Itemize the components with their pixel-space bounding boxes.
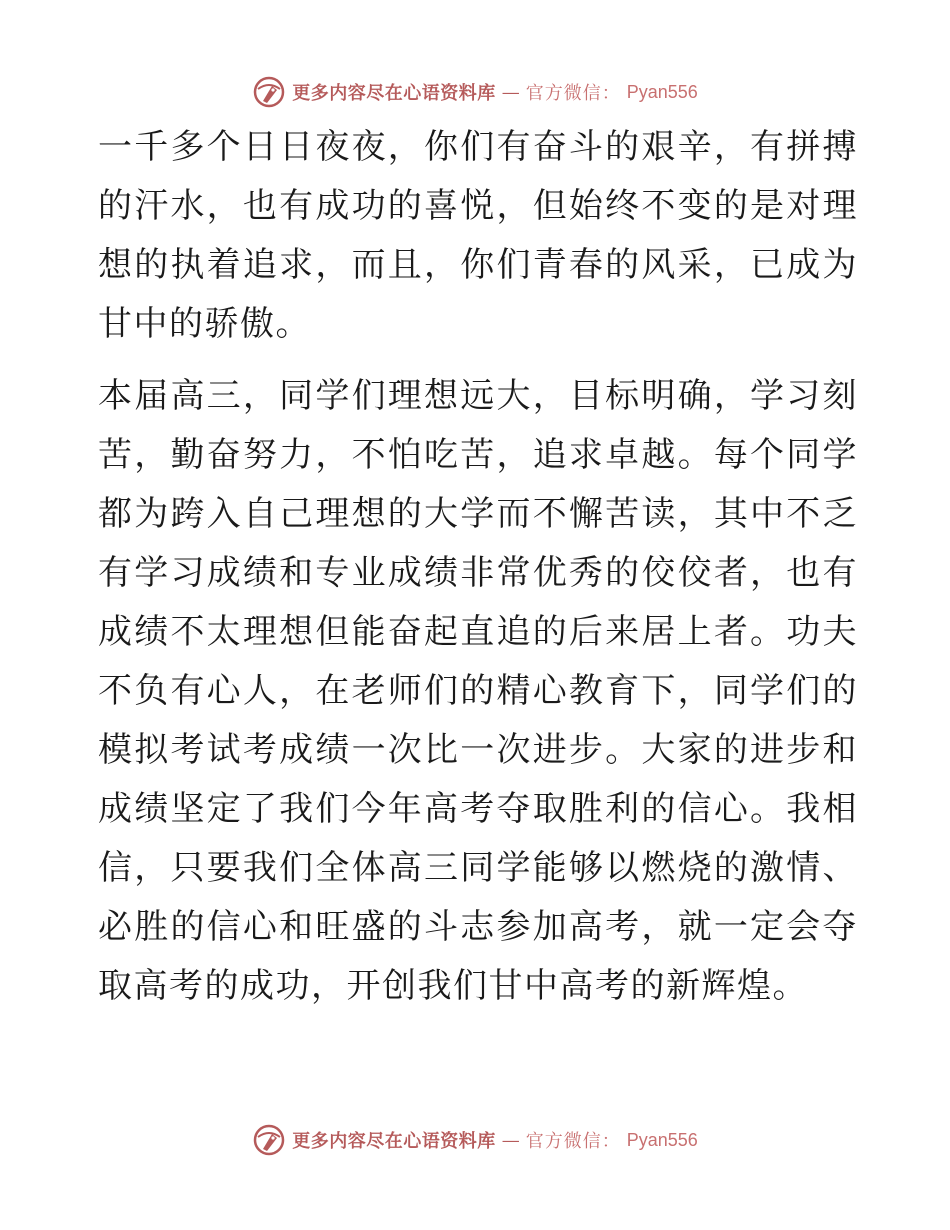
footer-watermark	[0, 1120, 950, 1160]
watermark-separator: —	[501, 81, 520, 103]
pen-nib-logo-icon	[252, 75, 286, 109]
watermark-brand-text: 更多内容尽在心语资料库	[292, 1131, 496, 1152]
watermark-account-id: Pyan556	[626, 81, 698, 102]
watermark-official-label: 官方微信：	[525, 83, 621, 104]
document-body	[98, 118, 858, 1016]
pen-nib-logo-icon	[252, 1123, 286, 1157]
watermark-brand-text: 更多内容尽在心语资料库	[292, 83, 496, 104]
header-watermark	[0, 72, 950, 112]
paragraph-2: 本届高三，同学们理想远大，目标明确，学习刻苦，勤奋努力，不怕吃苦，追求卓越。每个同学都为跨入自己理想的大学而不懈苦读，其中不乏有学习成绩和专业成绩非常优秀的佼佼者，也有成绩不太理想但能奋起直追的后来居上者。功夫不负有心人，在老师们的精心教育下，同学们的模拟考试考成绩一次比一次进步。大家的进步和成绩坚定了我们今年高考夺取胜利的信心。我相信，只要我们全体高三同学能够以燃烧的激情、必胜的信心和旺盛的斗志参加高考，就一定会夺取高考的成功，开创我们甘中高考的新辉煌。	[98, 376, 858, 1006]
watermark-account-id: Pyan556	[626, 1129, 698, 1150]
watermark-official-label: 官方微信：	[525, 1131, 621, 1152]
watermark-separator: —	[501, 1129, 520, 1151]
paragraph-1: 一千多个日日夜夜，你们有奋斗的艰辛，有拼搏的汗水，也有成功的喜悦，但始终不变的是对理想的执着追求，而且，你们青春的风采，已成为甘中的骄傲。	[98, 127, 858, 344]
